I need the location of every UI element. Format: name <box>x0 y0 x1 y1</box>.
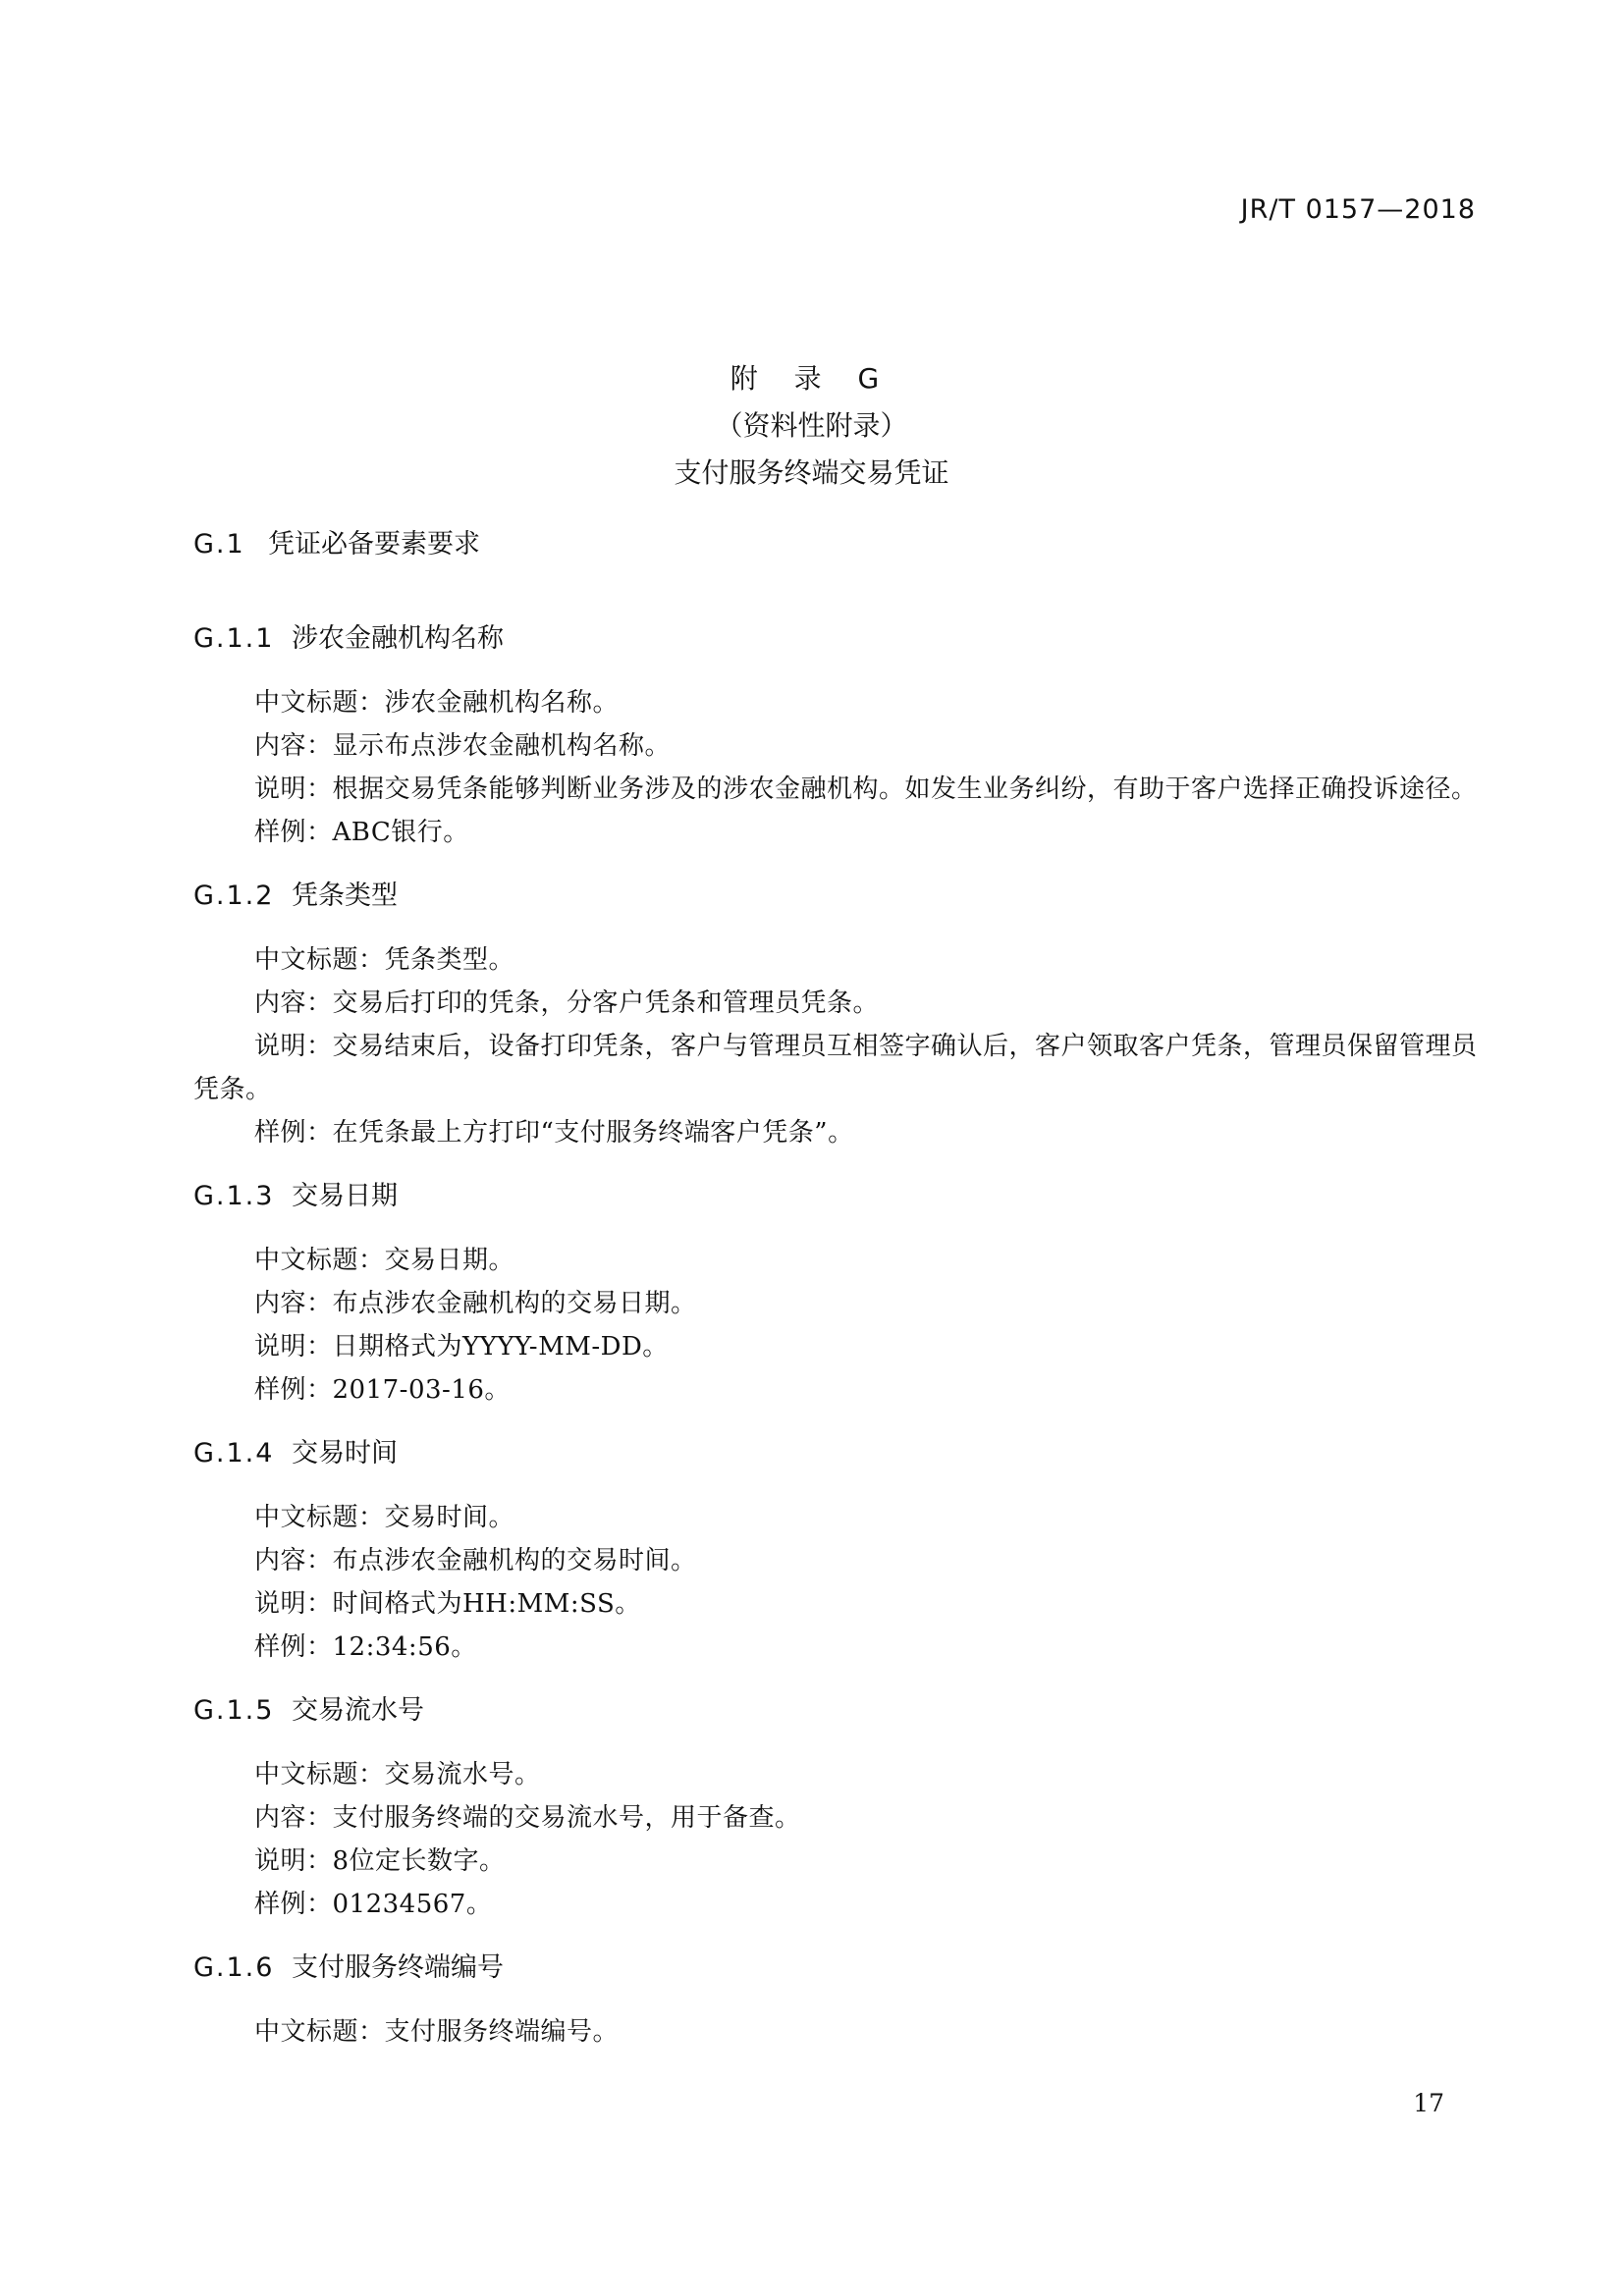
subsection-number: G.1.6 <box>193 1952 275 1983</box>
paragraph: 中文标题：涉农金融机构名称。 <box>254 688 620 718</box>
subsection-number: G.1.5 <box>193 1695 275 1726</box>
subsection-heading <box>193 1172 1489 1221</box>
subsection-g1-4 <box>193 1429 1489 1669</box>
appendix-title-block <box>0 355 1623 497</box>
document-body <box>193 520 1489 2071</box>
section-number: G.1 <box>193 529 245 560</box>
subsection-title: 支付服务终端编号 <box>292 1952 504 1983</box>
paragraph: 说明：根据交易凭条能够判断业务涉及的涉农金融机构。如发生业务纠纷，有助于客户选择正确投诉途径。 <box>254 774 1478 804</box>
subsection-heading <box>193 614 1489 664</box>
subsection-number: G.1.1 <box>193 623 275 654</box>
paragraph: 样例：ABC银行。 <box>254 818 469 847</box>
paragraph: 说明：日期格式为YYYY-MM-DD。 <box>254 1332 669 1362</box>
paragraph: 样例：12:34:56。 <box>254 1632 477 1662</box>
document-code: JR/T 0157—2018 <box>1240 194 1476 225</box>
appendix-name: 支付服务终端交易凭证 <box>674 456 949 489</box>
paragraph: 说明：时间格式为HH:MM:SS。 <box>254 1589 641 1619</box>
subsection-g1-5 <box>193 1686 1489 1926</box>
appendix-label: 附 录 G <box>730 362 893 395</box>
subsection-g1-6 <box>193 1944 1489 2054</box>
subsection-number: G.1.4 <box>193 1438 275 1468</box>
section-heading-g1 <box>193 520 1489 569</box>
subsection-title: 交易流水号 <box>292 1695 424 1726</box>
page-number: 17 <box>1413 2089 1444 2117</box>
paragraph: 中文标题：交易日期。 <box>254 1246 515 1275</box>
paragraph: 中文标题：交易时间。 <box>254 1503 515 1532</box>
paragraph: 内容：交易后打印的凭条，分客户凭条和管理员凭条。 <box>254 988 880 1018</box>
subsection-number: G.1.2 <box>193 881 275 911</box>
paragraph: 样例：01234567。 <box>254 1890 493 1919</box>
paragraph: 说明：8位定长数字。 <box>254 1846 506 1876</box>
section-title: 凭证必备要素要求 <box>268 529 480 560</box>
subsection-heading <box>193 872 1489 921</box>
subsection-heading <box>193 1686 1489 1735</box>
subsection-g1-3 <box>193 1172 1489 1412</box>
subsection-heading <box>193 1429 1489 1478</box>
paragraph: 中文标题：交易流水号。 <box>254 1760 541 1789</box>
paragraph: 样例：2017-03-16。 <box>254 1375 511 1405</box>
paragraph: 中文标题：支付服务终端编号。 <box>254 2017 620 2047</box>
subsection-g1-1 <box>193 614 1489 854</box>
subsection-g1-2 <box>193 872 1489 1154</box>
subsection-title: 交易日期 <box>292 1181 398 1211</box>
subsection-title: 凭条类型 <box>292 881 398 911</box>
subsection-heading <box>193 1944 1489 1993</box>
subsection-title: 交易时间 <box>292 1438 398 1468</box>
paragraph: 样例：在凭条最上方打印“支付服务终端客户凭条”。 <box>254 1118 854 1148</box>
paragraph: 内容：显示布点涉农金融机构名称。 <box>254 731 672 761</box>
paragraph: 内容：布点涉农金融机构的交易日期。 <box>254 1289 697 1318</box>
paragraph: 说明：交易结束后，设备打印凭条，客户与管理员互相签字确认后，客户领取客户凭条，管理员保留管理员凭条。 <box>193 1032 1478 1104</box>
paragraph: 内容：支付服务终端的交易流水号，用于备查。 <box>254 1803 801 1833</box>
appendix-type: （资料性附录） <box>715 409 908 442</box>
paragraph: 内容：布点涉农金融机构的交易时间。 <box>254 1546 697 1575</box>
paragraph: 中文标题：凭条类型。 <box>254 945 515 975</box>
subsection-title: 涉农金融机构名称 <box>292 623 504 654</box>
subsection-number: G.1.3 <box>193 1181 275 1211</box>
